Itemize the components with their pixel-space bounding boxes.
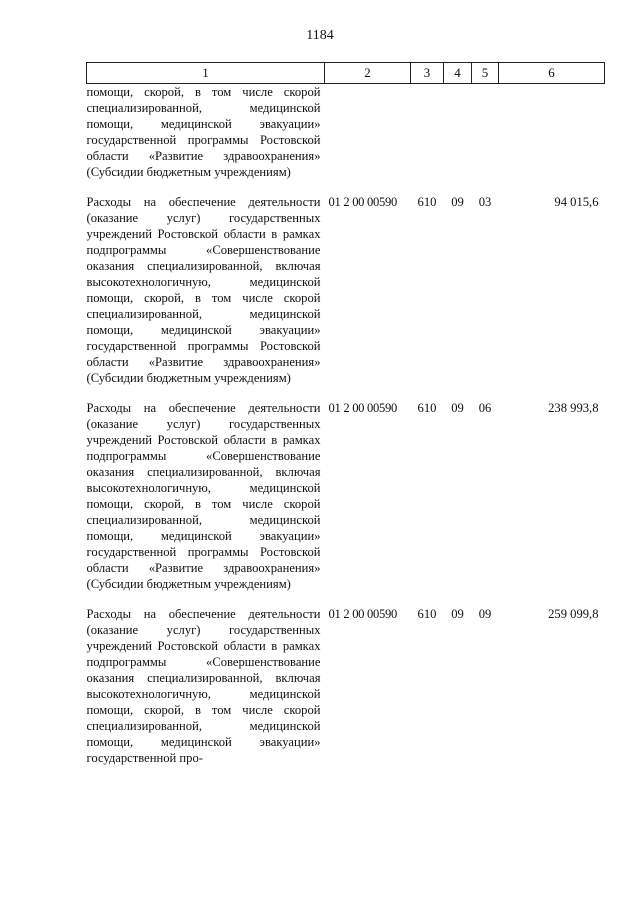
row-target-code: 01 2 00 00590 [328,607,398,621]
table-row [87,606,605,766]
row-target-code: 01 2 00 00590 [328,195,398,209]
row-target-code: 01 2 00 00590 [328,401,398,415]
page-number: 1184 [306,28,334,43]
column-header-1: 1 [87,63,325,84]
column-header-2: 2 [325,63,411,84]
row-expense-type: 610 [417,401,437,415]
column-header-3: 3 [411,63,444,84]
column-header-5: 5 [472,63,499,84]
row-section: 09 [451,195,464,209]
table-row-continuation [87,84,605,181]
row-description: Расходы на обеспечение деятельности (оказание услуг) государственных учреждений Ростовской области в рамках подпрограммы «Совершенствование оказания специализированной, включая высокотехнологичную, медицинской помощи, скорой, в том числе скорой специализированной, медицинской помощи, медицинской эвакуации» государственной программы Ростовской области «Развитие здравоохранения» (Субсидии бюджетным учреждениям) [86,195,321,385]
row-amount: 259 099,8 [548,607,599,621]
row-amount: 94 015,6 [554,195,599,209]
column-header-4: 4 [444,63,472,84]
row-subsection: 06 [478,401,492,415]
row-description: Расходы на обеспечение деятельности (оказание услуг) государственных учреждений Ростовской области в рамках подпрограммы «Совершенствование оказания специализированной, включая высокотехнологичную, медицинской помощи, скорой, в том числе скорой специализированной, медицинской помощи, медицинской эвакуации» государственной про- [86,607,321,765]
table-header [87,63,605,84]
column-header-6: 6 [499,63,605,84]
row-expense-type: 610 [417,607,437,621]
table-row [87,194,605,386]
budget-table [86,62,605,766]
row-subsection: 03 [478,195,492,209]
row-expense-type: 610 [417,195,437,209]
table-row [87,400,605,592]
row-section: 09 [451,607,464,621]
row-description: Расходы на обеспечение деятельности (оказание услуг) государственных учреждений Ростовской области в рамках подпрограммы «Совершенствование оказания специализированной, включая высокотехнологичную, медицинской помощи, скорой, в том числе скорой специализированной, медицинской помощи, медицинской эвакуации» государственной программы Ростовской области «Развитие здравоохранения» (Субсидии бюджетным учреждениям) [86,401,321,591]
row-subsection: 09 [478,607,492,621]
row-description: помощи, скорой, в том числе скорой специализированной, медицинской помощи, медицинской эвакуации» государственной программы Ростовской области «Развитие здравоохранения» (Субсидии бюджетным учреждениям) [86,85,321,179]
row-amount: 238 993,8 [548,401,599,415]
row-section: 09 [451,401,464,415]
